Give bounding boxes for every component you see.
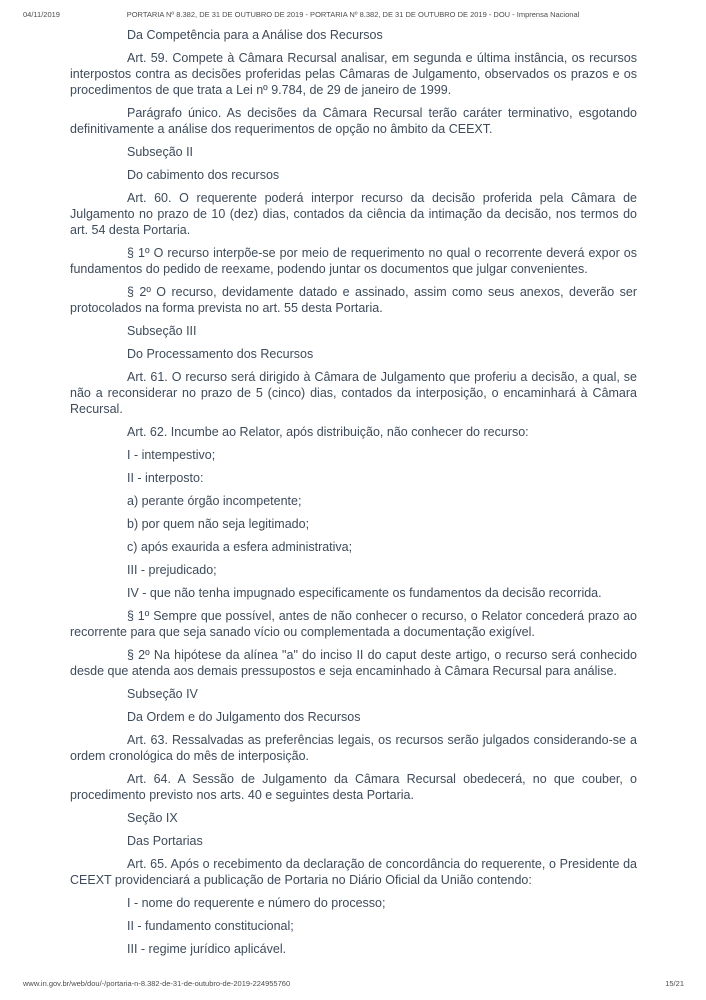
- paragraph: Das Portarias: [127, 834, 203, 848]
- print-footer: [23, 979, 684, 988]
- source-url: www.in.gov.br/web/dou/-/portaria-n-8.382-de-31-de-outubro-de-2019-224955760: [23, 979, 291, 988]
- paragraph: b) por quem não seja legitimado;: [127, 517, 310, 531]
- paragraph: Subseção III: [127, 324, 197, 338]
- paragraph: Art. 61. O recurso será dirigido à Câmara de Julgamento que proferiu a decisão, a qual, se não a reconsiderar no prazo de 5 (cinco) dias, contados da interposição, o encaminhará à Câmara Recursal.: [70, 370, 637, 416]
- paragraph: Parágrafo único. As decisões da Câmara Recursal terão caráter terminativo, esgotando definitivamente a análise dos requerimentos de opção no âmbito da CEEXT.: [70, 106, 637, 136]
- paragraph: Art. 60. O requerente poderá interpor recurso da decisão proferida pela Câmara de Julgamento no prazo de 10 (dez) dias, contados da ciência da intimação da decisão, nos termos do art. 54 desta Portaria.: [70, 191, 637, 237]
- print-title: PORTARIA Nº 8.382, DE 31 DE OUTUBRO DE 2019 - PORTARIA Nº 8.382, DE 31 DE OUTUBRO DE 2019 - DOU - Imprensa Nacional: [126, 10, 580, 19]
- paragraph: Art. 62. Incumbe ao Relator, após distribuição, não conhecer do recurso:: [127, 425, 529, 439]
- paragraph: c) após exaurida a esfera administrativa;: [127, 540, 353, 554]
- paragraph: § 1º O recurso interpõe-se por meio de requerimento no qual o recorrente deverá expor os fundamentos do pedido de reexame, podendo juntar os documentos que julgar convenientes.: [70, 246, 637, 276]
- paragraph: § 1º Sempre que possível, antes de não conhecer o recurso, o Relator concederá prazo ao recorrente para que seja sanado vício ou complementada a documentação exigível.: [70, 609, 637, 639]
- paragraph: II - interposto:: [127, 471, 204, 485]
- paragraph: IV - que não tenha impugnado especificamente os fundamentos da decisão recorrida.: [127, 586, 602, 600]
- print-header: [0, 10, 706, 22]
- paragraph: Art. 59. Compete à Câmara Recursal analisar, em segunda e última instância, os recursos interpostos contra as decisões proferidas pelas Câmaras de Julgamento, observados os prazos e os procedimentos de que trata a Lei nº 9.784, de 29 de janeiro de 1999.: [70, 51, 637, 97]
- document-body: [70, 27, 637, 964]
- page-number: 15/21: [665, 979, 684, 988]
- paragraph: II - fundamento constitucional;: [127, 919, 294, 933]
- paragraph: Do Processamento dos Recursos: [127, 347, 314, 361]
- paragraph: Art. 63. Ressalvadas as preferências legais, os recursos serão julgados considerando-se a ordem cronológica do mês de interposição.: [70, 733, 637, 763]
- paragraph: Seção IX: [127, 811, 178, 825]
- paragraph: I - intempestivo;: [127, 448, 216, 462]
- paragraph: Da Ordem e do Julgamento dos Recursos: [127, 710, 361, 724]
- paragraph: § 2º O recurso, devidamente datado e assinado, assim como seus anexos, deverão ser protocolados na forma prevista no art. 55 desta Portaria.: [70, 285, 637, 315]
- paragraph: I - nome do requerente e número do processo;: [127, 896, 386, 910]
- paragraph: III - prejudicado;: [127, 563, 217, 577]
- paragraph: a) perante órgão incompetente;: [127, 494, 302, 508]
- paragraph: Da Competência para a Análise dos Recursos: [127, 28, 383, 42]
- paragraph: Do cabimento dos recursos: [127, 168, 280, 182]
- paragraph: Art. 65. Após o recebimento da declaração de concordância do requerente, o Presidente da CEEXT providenciará a publicação de Portaria no Diário Oficial da União contendo:: [70, 857, 637, 887]
- paragraph: III - regime jurídico aplicável.: [127, 942, 287, 956]
- paragraph: § 2º Na hipótese da alínea "a" do inciso II do caput deste artigo, o recurso será conhecido desde que atenda aos demais pressupostos e seja encaminhado à Câmara Recursal para análise.: [70, 648, 637, 678]
- paragraph: Subseção II: [127, 145, 194, 159]
- print-date: 04/11/2019: [23, 10, 60, 19]
- paragraph: Art. 64. A Sessão de Julgamento da Câmara Recursal obedecerá, no que couber, o procedimento previsto nos arts. 40 e seguintes desta Portaria.: [70, 772, 637, 802]
- paragraph: Subseção IV: [127, 687, 198, 701]
